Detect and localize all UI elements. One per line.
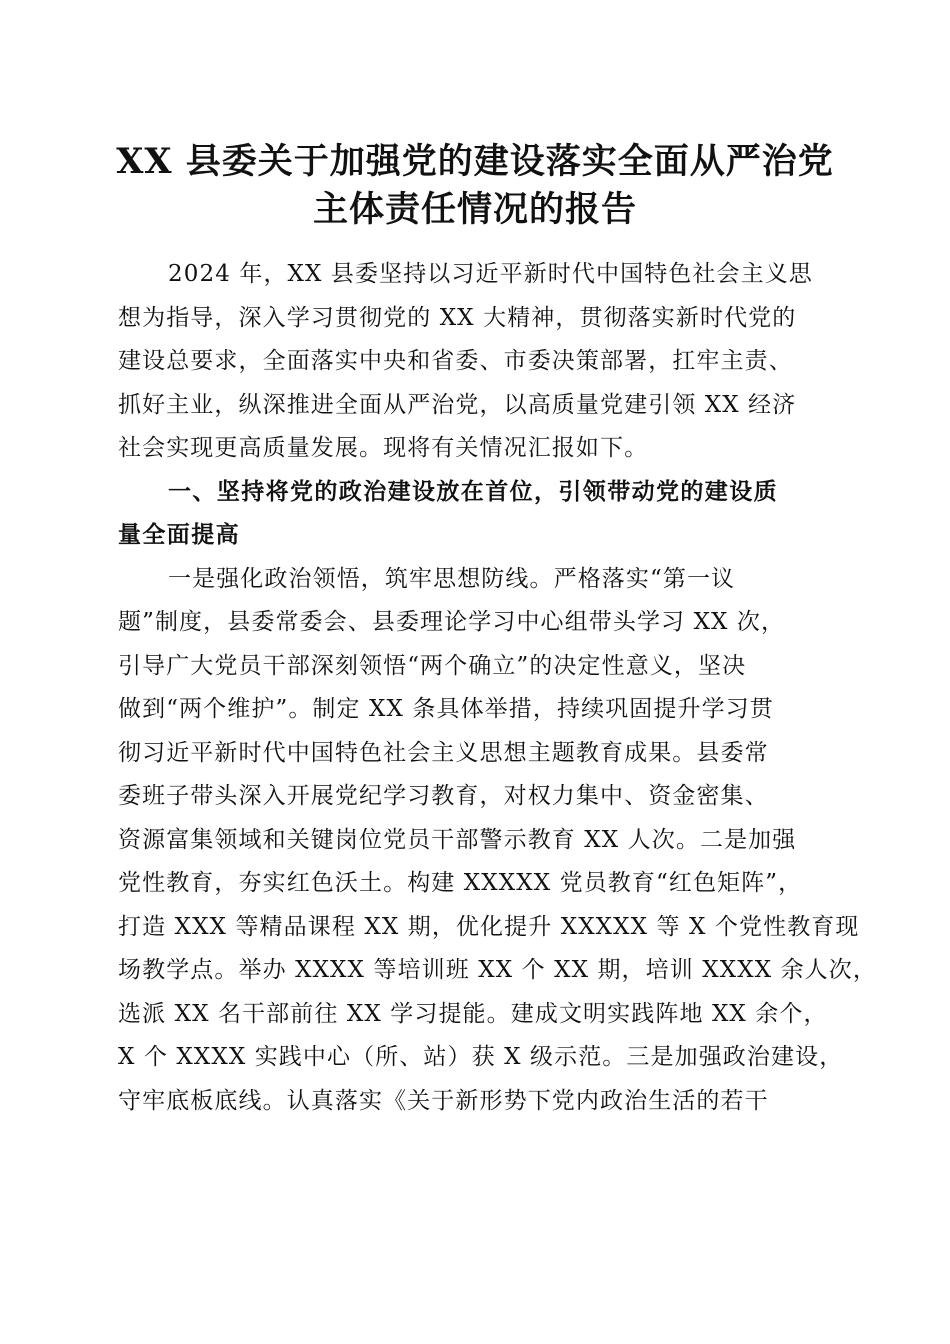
text-line: 彻习近平新时代中国特色社会主义思想主题教育成果。县委常 xyxy=(118,739,769,766)
text-line: 建设总要求，全面落实中央和省委、市委决策部署，扛牢主责、 xyxy=(118,348,793,374)
text-line: 场教学点。举办 XXXX 等培训班 XX 个 XX 期，培训 XXXX 余人次， xyxy=(118,957,877,983)
text-line: X 个 XXXX 实践中心（所、站）获 X 级示范。三是加强政治建设， xyxy=(118,1044,844,1070)
text-line: 资源富集领域和关键岗位党员干部警示教育 XX 人次。二是加强 xyxy=(118,826,797,853)
text-line: 2024 年，XX 县委坚持以习近平新时代中国特色社会主义思 xyxy=(168,261,813,287)
title-line: 主体责任情况的报告 xyxy=(312,189,637,230)
heading-line: 一、坚持将党的政治建设放在首位，引领带动党的建设质 xyxy=(168,478,778,505)
document-title xyxy=(100,138,850,234)
text-line: 题”制度，县委常委会、县委理论学习中心组带头学习 XX 次， xyxy=(118,609,786,635)
title-line: XX 县委关于加强党的建设落实全面从严治党 xyxy=(116,141,834,182)
text-line: 党性教育，夯实红色沃土。构建 XXXXX 党员教育“红色矩阵”， xyxy=(118,870,803,896)
heading-line: 量全面提高 xyxy=(118,522,240,548)
intro-paragraph xyxy=(118,253,832,471)
text-line: 社会实现更高质量发展。现将有关情况汇报如下。 xyxy=(118,435,649,461)
text-line: 抓好主业，纵深推进全面从严治党，以高质量党建引领 XX 经济 xyxy=(118,391,797,418)
text-line: 选派 XX 名干部前往 XX 学习提能。建成文明实践阵地 XX 余个， xyxy=(118,1000,828,1027)
document-body xyxy=(118,253,877,1123)
text-line: 委班子带头深入开展党纪学习教育，对权力集中、资金密集、 xyxy=(118,783,769,809)
section-heading xyxy=(118,471,832,558)
text-line: 想为指导，深入学习贯彻党的 XX 大精神，贯彻落实新时代党的 xyxy=(118,304,797,331)
section-body-paragraph xyxy=(118,558,877,1124)
text-line: 打造 XXX 等精品课程 XX 期，优化提升 XXXXX 等 X 个党性教育现 xyxy=(118,913,860,940)
text-line: 做到“两个维护”。制定 XX 条具体举措，持续巩固提升学习贯 xyxy=(118,696,774,722)
text-line: 守牢底板底线。认真落实《关于新形势下党内政治生活的若干 xyxy=(118,1087,769,1114)
text-line: 引导广大党员干部深刻领悟“两个确立”的决定性意义，坚决 xyxy=(118,652,747,679)
text-line: 一是强化政治领悟，筑牢思想防线。严格落实“第一议 xyxy=(168,565,736,592)
